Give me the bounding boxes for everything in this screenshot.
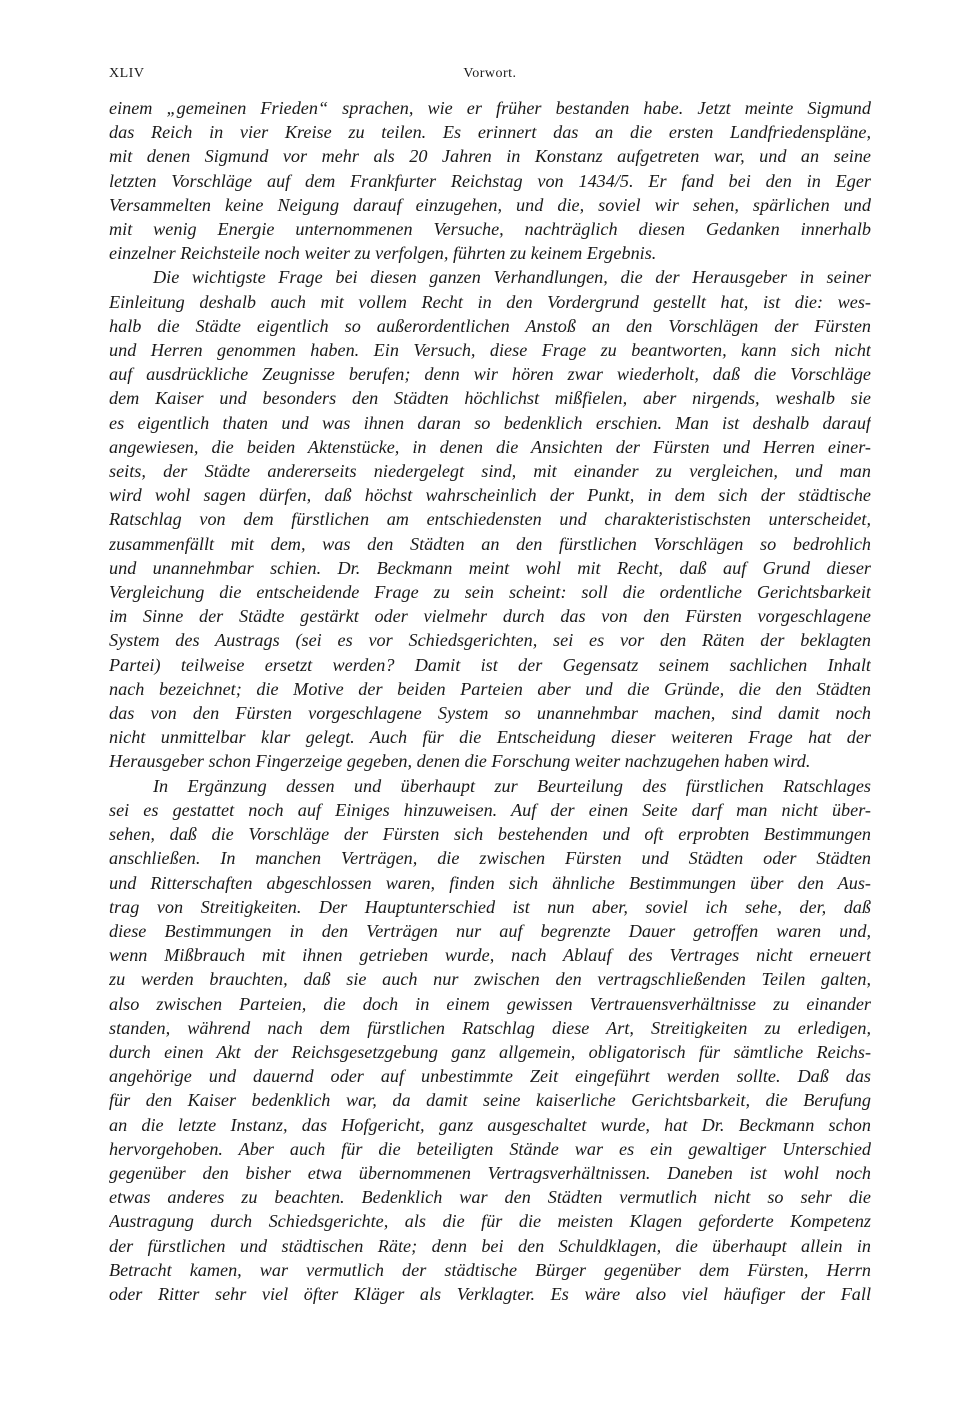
text-line: dem Kaiser und besonders den Städten höchlichst mißfielen, aber nirgends, weshalb sie <box>109 388 871 409</box>
text-line: einem „gemeinen Frieden“ sprachen, wie er früher bestanden habe. Jetzt meinte Sigmund <box>109 98 871 118</box>
text-line: oder Ritter sehr viel öfter Kläger als Verklagter. Es wäre also viel häufiger der Fall <box>109 1283 871 1304</box>
text-line: wenn Mißbrauch mit ihnen getrieben wurde, nach Ablauf des Vertrages nicht erneuert <box>109 945 871 966</box>
text-line: standen, während nach dem fürstlichen Ratschlag diese Art, Streitigkeiten zu erledigen, <box>109 1017 871 1038</box>
text-line: mit wenig Energie unternommenen Versuche, nachträglich diesen Gedanken innerhalb <box>109 219 871 240</box>
text-line: Ratschlag von dem fürstlichen am entschiedensten und charakteristischsten unterscheidet, <box>109 509 871 530</box>
page-number: XLIV <box>109 66 145 81</box>
text-line: angewiesen, die beiden Aktenstücke, in denen die Ansichten der Fürsten und Herren einer- <box>109 436 871 457</box>
text-line: etwas anderes zu beachten. Bedenklich war den Städten vermutlich nicht so sehr die <box>109 1187 871 1208</box>
text-line: Betracht kamen, war vermutlich der städtische Bürger gegenüber dem Fürsten, Herrn <box>109 1259 871 1280</box>
page-header <box>109 62 871 88</box>
text-line: der fürstlichen und städtischen Räte; denn bei den Schuldklagen, die überhaupt allein in <box>109 1235 871 1256</box>
text-line: Versammelten keine Neigung darauf einzugehen, und die, soviel wir sehen, spärlichen und <box>109 194 871 215</box>
text-line: das Reich in vier Kreise zu teilen. Es erinnert das an die ersten Landfriedenspläne, <box>109 122 871 143</box>
text-line: und unannehmbar schien. Dr. Beckmann meint wohl mit Recht, daß auf Grund dieser <box>109 557 871 578</box>
text-line: seits, der Städte andererseits niedergelegt sind, mit einander zu vergleichen, und man <box>109 461 871 482</box>
text-line: und Ritterschaften abgeschlossen waren, finden sich ähnliche Bestimmungen über den Aus- <box>109 872 871 893</box>
text-line: System des Austrags (sei es vor Schiedsgerichten, sei es vor den Räten der beklagten <box>109 630 871 651</box>
body-text <box>109 96 871 1306</box>
text-line: einzelner Reichsteile noch weiter zu verfolgen, führten zu keinem Ergebnis. <box>109 243 657 264</box>
text-line: halb die Städte eigentlich so außerordentlichen Anstoß an den Vorschlägen der Fürsten <box>109 315 871 336</box>
text-line: es eigentlich thaten und was ihnen daran so bedenklich erschien. Man ist deshalb darauf <box>109 412 871 433</box>
text-line: auf ausdrückliche Zeugnisse berufen; denn wir hören zwar wiederholt, daß die Vorschläge <box>109 364 871 385</box>
text-line: hervorgehoben. Aber auch für die beteiligten Stände war es ein gewaltiger Unterschied <box>109 1138 871 1159</box>
text-line: und Herren genommen haben. Ein Versuch, diese Frage zu beantworten, kann sich nicht <box>109 340 871 361</box>
running-title: Vorwort. <box>463 66 517 81</box>
text-line: Vergleichung die entscheidende Frage zu sein scheint: soll die ordentliche Gerichtsbarkeit <box>109 582 871 603</box>
paragraph-start-line: In Ergänzung dessen und überhaupt zur Beurteilung des fürstlichen Ratschlages <box>153 775 871 796</box>
text-line: anschließen. In manchen Verträgen, die zwischen Fürsten und Städten oder Städten <box>109 848 871 869</box>
text-line: an die letzte Instanz, das Hofgericht, ganz ausgeschaltet wurde, hat Dr. Beckmann schon <box>109 1114 871 1135</box>
text-line: Austragung durch Schiedsgerichte, als die für die meisten Klagen geforderte Kompetenz <box>109 1211 871 1232</box>
text-line: also zwischen Parteien, die doch in einem gewissen Vertrauensverhältnisse zu einander <box>109 993 871 1014</box>
text-line: Herausgeber schon Fingerzeige gegeben, denen die Forschung weiter nachzugehen haben wird. <box>109 751 811 772</box>
document-page <box>109 62 871 1306</box>
text-line: nicht unmittelbar klar gelegt. Auch für die Entscheidung dieser weiteren Frage hat der <box>109 727 871 748</box>
text-line: trag von Streitigkeiten. Der Hauptunterschied ist nun aber, soviel ich sehe, der, daß <box>109 896 871 917</box>
text-line: sei es gestattet noch auf Einiges hinzuweisen. Auf der einen Seite darf man nicht über- <box>109 799 871 820</box>
text-line: angehörige und dauernd oder auf unbestimmte Zeit eingeführt werden sollte. Daß das <box>109 1066 871 1087</box>
text-line: sehen, daß die Vorschläge der Fürsten sich bestehenden und oft erprobten Bestimmungen <box>109 824 871 845</box>
text-line: nach bezeichnet; die Motive der beiden Parteien aber und die Gründe, die den Städten <box>109 678 871 699</box>
text-line: Einleitung deshalb auch mit vollem Recht in den Vordergrund gestellt hat, ist die: wes- <box>109 291 871 312</box>
text-line: diese Bestimmungen in den Verträgen nur auf begrenzte Dauer getroffen waren und, <box>109 920 871 941</box>
text-line: zu werden brauchten, daß sie auch nur zwischen den vertragschließenden Teilen galten, <box>109 969 871 990</box>
text-line: durch einen Akt der Reichsgesetzgebung ganz allgemein, obligatorisch für sämtliche Reichs- <box>109 1041 871 1062</box>
text-line: im Sinne der Städte gestärkt oder vielmehr durch das von den Fürsten vorgeschlagene <box>109 606 871 627</box>
text-line: gegenüber den bisher etwa übernommenen Vertragsverhältnissen. Daneben ist wohl noch <box>109 1162 871 1183</box>
text-line: Partei) teilweise ersetzt werden? Damit ist der Gegensatz seinem sachlichen Inhalt <box>109 654 871 675</box>
text-line: das von den Fürsten vorgeschlagene System so unannehmbar machen, sind damit noch <box>109 703 871 724</box>
text-line: zusammenfällt mit dem, was den Städten an den fürstlichen Vorschlägen so bedrohlich <box>109 533 871 554</box>
text-line: wird wohl sagen dürfen, daß höchst wahrscheinlich der Punkt, in dem sich der städtische <box>109 485 871 506</box>
text-line: mit denen Sigmund vor mehr als 20 Jahren in Konstanz aufgetreten war, und an seine <box>109 146 871 167</box>
paragraph-start-line: Die wichtigste Frage bei diesen ganzen Verhandlungen, die der Herausgeber in seiner <box>153 267 871 288</box>
text-line: für den Kaiser bedenklich war, da damit seine kaiserliche Gerichtsbarkeit, die Berufung <box>109 1090 871 1111</box>
text-line: letzten Vorschläge auf dem Frankfurter Reichstag von 1434/5. Er fand bei den in Eger <box>109 170 871 191</box>
